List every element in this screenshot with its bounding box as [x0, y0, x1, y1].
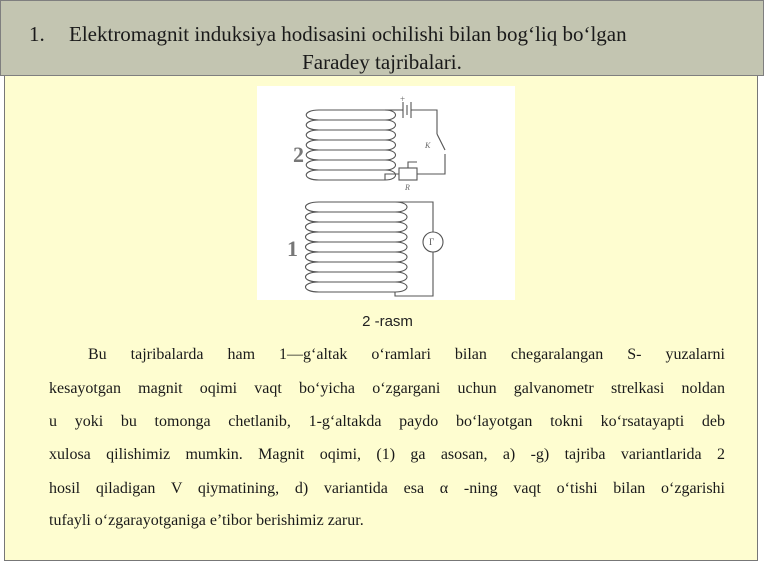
- circuit-diagram: [257, 86, 515, 300]
- rheostat: [399, 168, 417, 180]
- coil-1-label: 1: [287, 236, 298, 261]
- title-line-2: Faradey tajribalari.: [302, 50, 462, 74]
- paragraph-line-4: xulosa qilishimiz mumkin. Magnit oqimi, (1) ga asosan, a) -g) tajriba variantlarida 2: [49, 446, 725, 463]
- paragraph-line-5: hosil qiladigan V qiymatining, d) variantida esa α -ning vaqt o‘tishi bilan o‘zgarishi: [49, 480, 725, 497]
- galvanometer-label: Г: [429, 237, 435, 247]
- switch-label: K: [425, 141, 431, 150]
- battery-label: +: [400, 94, 406, 104]
- paragraph-line-3: u yoki bu tomonga chetlanib, 1-g‘altakda paydo bo‘layotgan tokni ko‘rsatayapti deb: [49, 413, 725, 430]
- rheostat-label: R: [405, 183, 410, 192]
- figure-caption: 2 -rasm: [362, 313, 413, 330]
- title-line-1: [29, 21, 627, 47]
- title-number: 1.: [29, 22, 45, 46]
- title-text-1: Elektromagnit induksiya hodisasini ochilishi bilan bog‘liq bo‘lgan: [69, 22, 627, 46]
- paragraph-line-1: Bu tajribalarda ham 1—g‘altak o‘ramlari bilan chegaralangan S- yuzalarni: [88, 346, 725, 363]
- faraday-experiment-figure: [257, 86, 515, 300]
- switch-blade: [437, 134, 445, 150]
- coil-1: [306, 202, 408, 292]
- paragraph-line-6: tufayli o‘zgarayotganiga e’tibor berishimiz zarur.: [49, 512, 364, 529]
- title-bar: [0, 0, 764, 76]
- coil-2-label: 2: [293, 142, 304, 167]
- coil-2: [306, 110, 395, 180]
- paragraph-line-2: kesayotgan magnit oqimi vaqt bo‘yicha o‘zgargani uchun galvanometr strelkasi noldan: [49, 380, 725, 397]
